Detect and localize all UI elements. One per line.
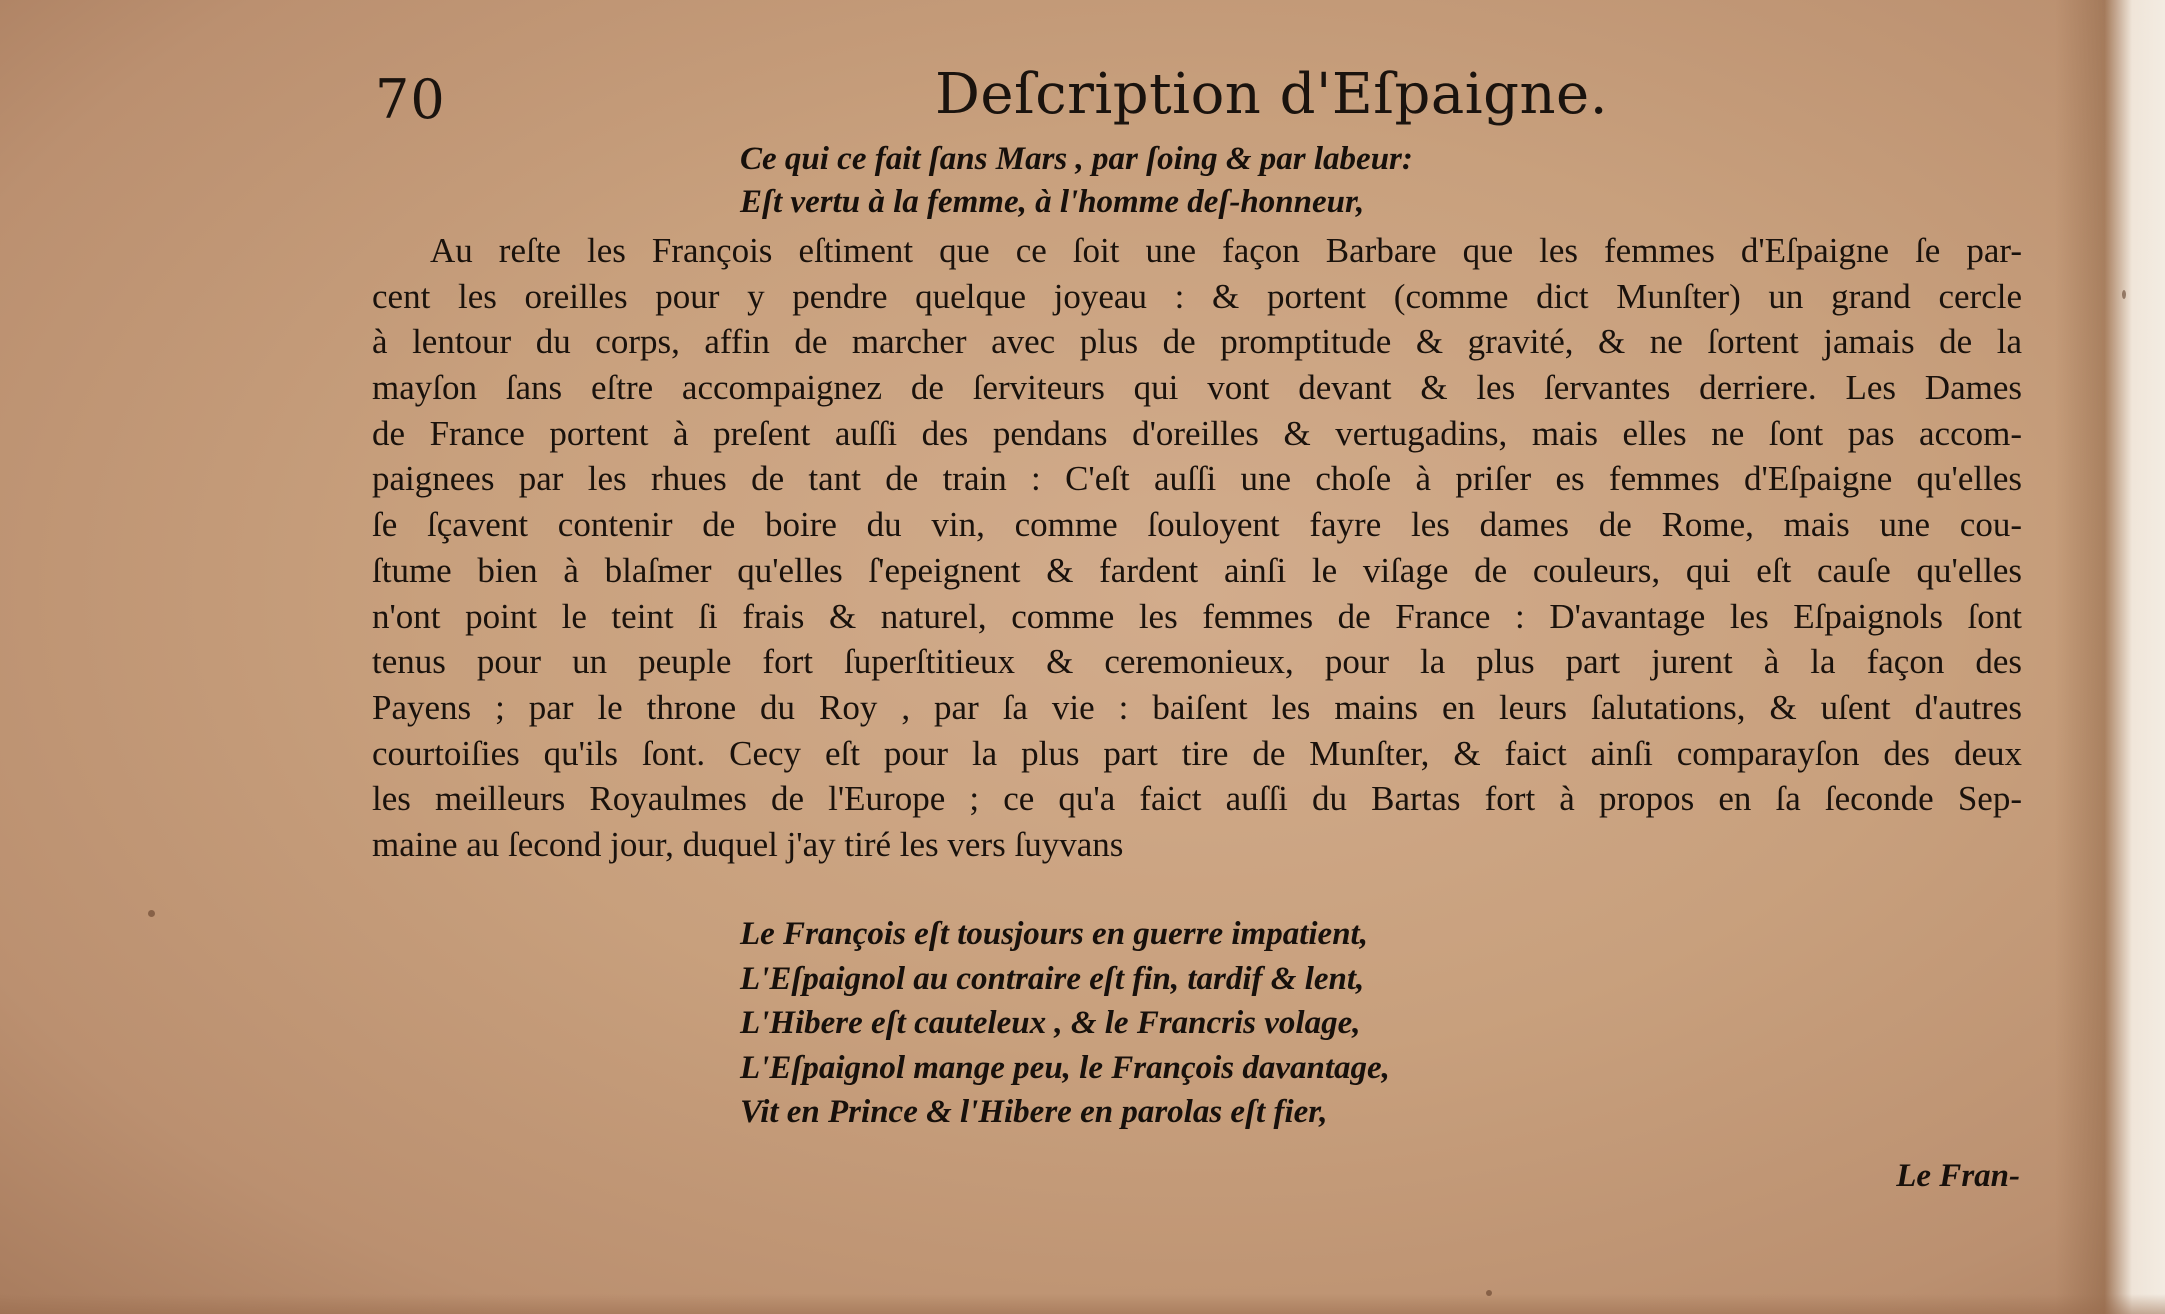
verse-block-top <box>740 138 1413 224</box>
prose-line: de France portent à preſent auſſi des pendans d'oreilles & vertugadins, mais elles ne ſont pas accom- <box>372 413 2022 453</box>
ink-speck <box>2122 290 2126 299</box>
ink-speck <box>1486 1290 1492 1296</box>
verse-line: Ce qui ce fait ſans Mars , par ſoing & par labeur: <box>740 141 1413 177</box>
prose-line: courtoiſies qu'ils ſont. Cecy eſt pour la plus part tire de Munſter, & faict ainſi comparayſon des deux <box>372 733 2022 773</box>
verse-block-bottom <box>740 912 1390 1135</box>
verse-line: Le François eſt tousjours en guerre impatient, <box>740 916 1368 952</box>
verse-line: L'Hibere eſt cauteleux , & le Francris volage, <box>740 1005 1361 1041</box>
verse-line: L'Eſpaignol mange peu, le François davantage, <box>740 1049 1390 1086</box>
prose-line: mayſon ſans eſtre accompaignez de ſerviteurs qui vont devant & les ſervantes derriere. Les Dames <box>372 368 2022 408</box>
page-gutter-shadow <box>2055 0 2165 1314</box>
prose-paragraph <box>372 228 2022 868</box>
prose-line: ſtume bien à blaſmer qu'elles ſ'epeignent & fardent ainſi le viſage de couleurs, qui eſt cauſe qu'elles <box>372 550 2022 590</box>
prose-line: Au reſte les François eſtiment que ce ſoit une façon Barbare que les femmes d'Eſpaigne ſe par- <box>430 231 2022 270</box>
prose-line: maine au ſecond jour, duquel j'ay tiré les vers ſuyvans <box>372 824 1124 864</box>
verse-line: L'Eſpaignol au contraire eſt fin, tardif & lent, <box>740 960 1365 997</box>
prose-line: à lentour du corps, affin de marcher avec plus de promptitude & gravité, & ne ſortent jamais de la <box>372 322 2022 362</box>
prose-line: paignees par les rhues de tant de train : C'eſt auſſi une choſe à priſer es femmes d'Eſpaigne qu'elles <box>372 459 2022 499</box>
prose-line: n'ont point le teint ſi frais & naturel, comme les femmes de France : D'avantage les Eſpaignols ſont <box>372 596 2022 636</box>
prose-line: les meilleurs Royaulmes de l'Europe ; ce qu'a faict auſſi du Bartas fort à propos en ſa ſeconde Sep- <box>372 779 2022 819</box>
prose-line: ſe ſçavent contenir de boire du vin, comme ſouloyent fayre les dames de Rome, mais une cou- <box>372 505 2022 545</box>
ink-speck <box>148 910 155 917</box>
page-bottom-edge <box>0 1294 2165 1314</box>
page-header <box>375 62 2025 142</box>
prose-line: Payens ; par le throne du Roy , par ſa vie : baiſent les mains en leurs ſalutations, & uſent d'autres <box>372 687 2022 727</box>
prose-line: tenus pour un peuple fort ſuperſtitieux & ceremonieux, pour la plus part jurent à la façon des <box>372 642 2022 682</box>
verse-line: Vit en Prince & l'Hibere en parolas eſt fier, <box>740 1094 1328 1130</box>
running-title: Deſcription d'Eſpaigne. <box>935 62 1608 127</box>
catchword: Le Fran- <box>1896 1158 2020 1194</box>
page-number: 70 <box>375 68 446 131</box>
verse-line: Eſt vertu à la femme, à l'homme deſ-honneur, <box>740 184 1365 220</box>
prose-line: cent les oreilles pour y pendre quelque joyeau : & portent (comme dict Munſter) un grand cercle <box>372 276 2022 316</box>
